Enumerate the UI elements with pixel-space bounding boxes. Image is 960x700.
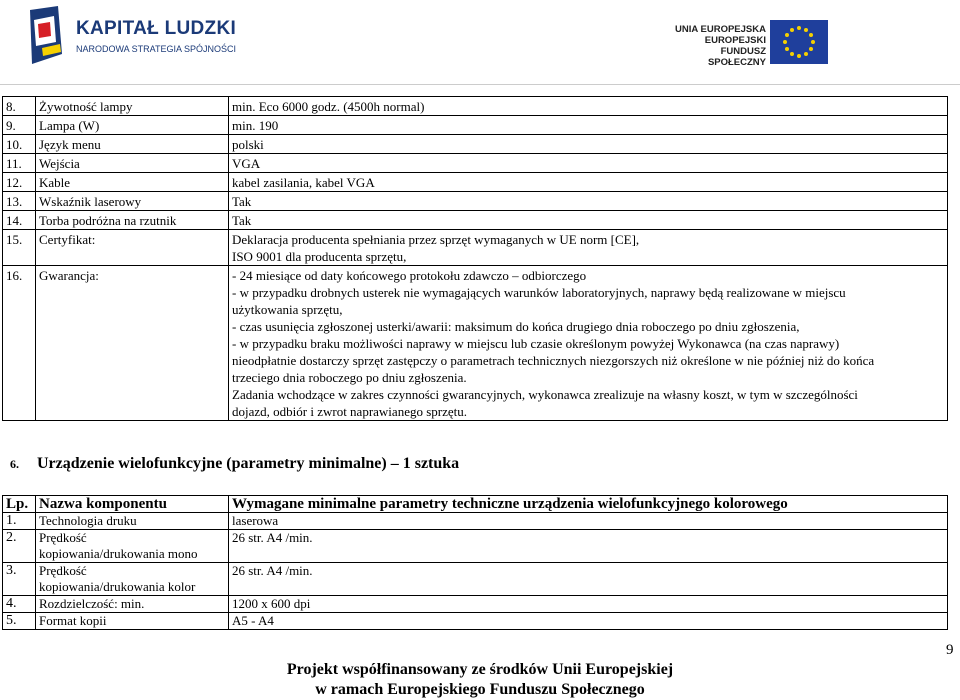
header-value: Wymagane minimalne parametry techniczne urządzenia wielofunkcyjnego kolorowego bbox=[229, 496, 948, 513]
table-row bbox=[3, 116, 948, 135]
component-value bbox=[229, 154, 948, 173]
kapital-ludzki-logo bbox=[26, 6, 237, 68]
page-header bbox=[0, 0, 960, 80]
row-number: 3. bbox=[3, 563, 36, 596]
value-line: - w przypadku braku możliwości naprawy w miejscu lub czasie określonym powyżej Wykonawca (na czas naprawy) bbox=[232, 336, 840, 351]
value-line: dojazd, odbiór i zwrot naprawianego sprzętu. bbox=[232, 404, 468, 419]
eu-logo-line: EUROPEJSKI bbox=[704, 35, 766, 46]
value-line: Tak bbox=[232, 194, 252, 209]
component-name: Torba podróżna na rzutnik bbox=[36, 211, 229, 230]
value-line: ISO 9001 dla producenta sprzętu, bbox=[232, 249, 407, 264]
eu-logo-text bbox=[668, 24, 766, 68]
component-name: Gwarancja: bbox=[36, 266, 229, 421]
name-line: kopiowania/drukowania kolor bbox=[39, 579, 196, 594]
logo-title: KAPITAŁ LUDZKI bbox=[76, 18, 237, 39]
value-line: - czas usunięcia zgłoszonej usterki/awarii: maksimum do końca drugiego dnia roboczego po dniu zgłoszenia, bbox=[232, 319, 800, 334]
row-number: 12. bbox=[3, 173, 36, 192]
value-line: - w przypadku drobnych usterek nie wymagających warunków laboratoryjnych, naprawy będą realizowane w miejscu bbox=[232, 285, 846, 300]
component-name bbox=[36, 563, 229, 596]
component-value bbox=[229, 116, 948, 135]
name-line: kopiowania/drukowania mono bbox=[39, 546, 198, 561]
value-line: kabel zasilania, kabel VGA bbox=[232, 175, 375, 190]
component-name bbox=[36, 530, 229, 563]
projector-specs-table bbox=[2, 96, 948, 421]
multifunction-device-table bbox=[2, 495, 948, 630]
component-name: Język menu bbox=[36, 135, 229, 154]
component-name: Żywotność lampy bbox=[36, 97, 229, 116]
component-name: Certyfikat: bbox=[36, 230, 229, 266]
section-heading bbox=[10, 455, 459, 473]
logo-subtitle: NARODOWA STRATEGIA SPÓJNOŚCI bbox=[76, 44, 237, 54]
component-value bbox=[229, 192, 948, 211]
value-line: polski bbox=[232, 137, 264, 152]
row-number: 2. bbox=[3, 530, 36, 563]
component-value: A5 - A4 bbox=[229, 613, 948, 630]
table-row bbox=[3, 192, 948, 211]
component-name bbox=[36, 613, 229, 630]
kapital-ludzki-emblem-icon bbox=[26, 6, 66, 68]
header-lp: Lp. bbox=[3, 496, 36, 513]
component-value bbox=[229, 230, 948, 266]
component-name: Kable bbox=[36, 173, 229, 192]
component-name: Lampa (W) bbox=[36, 116, 229, 135]
section-title: Urządzenie wielofunkcyjne (parametry minimalne) – 1 sztuka bbox=[37, 455, 460, 472]
name-line: Rozdzielczość: min. bbox=[39, 596, 145, 611]
component-value bbox=[229, 173, 948, 192]
row-number: 5. bbox=[3, 613, 36, 630]
row-number: 13. bbox=[3, 192, 36, 211]
value-line: Deklaracja producenta spełniania przez sprzęt wymaganych w UE norm [CE], bbox=[232, 232, 640, 247]
component-value bbox=[229, 211, 948, 230]
page-footer bbox=[0, 660, 960, 700]
table-row bbox=[3, 135, 948, 154]
component-value: 1200 x 600 dpi bbox=[229, 596, 948, 613]
table-row bbox=[3, 530, 948, 563]
value-line: VGA bbox=[232, 156, 261, 171]
row-number: 14. bbox=[3, 211, 36, 230]
table-row bbox=[3, 613, 948, 630]
table-row bbox=[3, 154, 948, 173]
eu-logo-line: FUNDUSZ SPOŁECZNY bbox=[707, 46, 766, 68]
table-row bbox=[3, 211, 948, 230]
header-divider bbox=[0, 84, 960, 85]
row-number: 16. bbox=[3, 266, 36, 421]
value-line: min. Eco 6000 godz. (4500h normal) bbox=[232, 99, 425, 114]
value-line: min. 190 bbox=[232, 118, 279, 133]
component-name: Wskaźnik laserowy bbox=[36, 192, 229, 211]
component-value bbox=[229, 135, 948, 154]
row-number: 10. bbox=[3, 135, 36, 154]
value-line: Zadania wchodzące w zakres czynności gwarancyjnych, wykonawca zrealizuje na własny koszt, w tym w szczególności bbox=[232, 387, 858, 402]
footer-line-2: w ramach Europejskiego Funduszu Społecznego bbox=[315, 681, 645, 698]
section-number: 6. bbox=[10, 457, 19, 471]
component-value: 26 str. A4 /min. bbox=[229, 563, 948, 596]
name-line: Technologia druku bbox=[39, 513, 137, 528]
component-value: 26 str. A4 /min. bbox=[229, 530, 948, 563]
name-line: Prędkość bbox=[39, 563, 87, 578]
component-name bbox=[36, 513, 229, 530]
eu-logo bbox=[668, 20, 828, 68]
table-row bbox=[3, 173, 948, 192]
component-value bbox=[229, 266, 948, 421]
row-number: 1. bbox=[3, 513, 36, 530]
component-value bbox=[229, 97, 948, 116]
footer-line-1: Projekt współfinansowany ze środków Unii Europejskiej bbox=[286, 661, 674, 678]
eu-logo-line: UNIA EUROPEJSKA bbox=[675, 24, 766, 35]
header-name: Nazwa komponentu bbox=[36, 496, 229, 513]
component-value: laserowa bbox=[229, 513, 948, 530]
value-line: - 24 miesiące od daty końcowego protokołu zdawczo – odbiorczego bbox=[232, 268, 587, 283]
table-row bbox=[3, 97, 948, 116]
value-line: trzeciego dnia roboczego po dniu zgłoszenia. bbox=[232, 370, 467, 385]
row-number: 8. bbox=[3, 97, 36, 116]
eu-flag-icon bbox=[770, 20, 828, 64]
page-number: 9 bbox=[946, 642, 954, 658]
row-number: 4. bbox=[3, 596, 36, 613]
table-row bbox=[3, 230, 948, 266]
table-row bbox=[3, 266, 948, 421]
value-line: Tak bbox=[232, 213, 252, 228]
table-row bbox=[3, 513, 948, 530]
value-line: użytkowania sprzętu, bbox=[232, 302, 343, 317]
row-number: 11. bbox=[3, 154, 36, 173]
component-name bbox=[36, 596, 229, 613]
value-line: nieodpłatnie dostarczy sprzęt zastępczy o parametrach technicznych niezgorszych niż określone w nie później niż do końca bbox=[232, 353, 875, 368]
table-row bbox=[3, 596, 948, 613]
name-line: Prędkość bbox=[39, 530, 87, 545]
table-row bbox=[3, 563, 948, 596]
row-number: 15. bbox=[3, 230, 36, 266]
table-header-row bbox=[3, 496, 948, 513]
row-number: 9. bbox=[3, 116, 36, 135]
component-name: Wejścia bbox=[36, 154, 229, 173]
name-line: Format kopii bbox=[39, 613, 107, 628]
